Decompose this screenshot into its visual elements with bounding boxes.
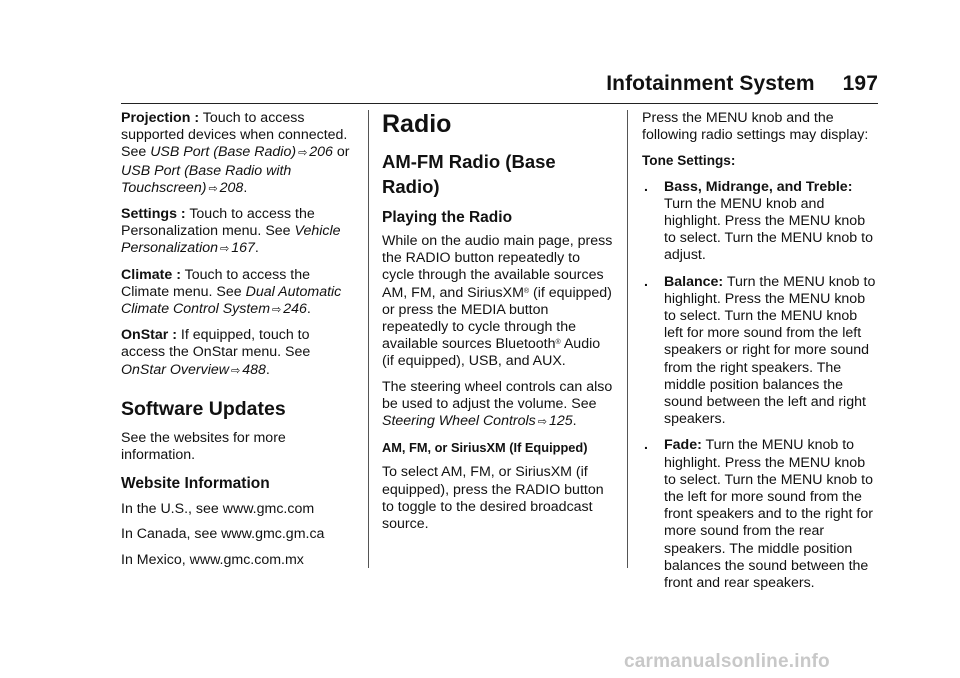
bullet-label: Balance: xyxy=(664,273,724,290)
list-item: . Fade: Turn the MENU knob to highlight. Press the MENU knob to select. Turn the MENU knob to the left for more sound from the front speakers and to the right for more sound from the rear speakers. The middle position balances the sound between the front and rear speakers. xyxy=(644,437,873,592)
list-item: . Bass, Midrange, and Treble: Turn the MENU knob and highlight. Press the MENU knob to select. Turn the MENU knob to adjust. xyxy=(644,178,873,264)
header-rule xyxy=(121,103,878,104)
settings-label: Settings : xyxy=(121,206,186,223)
playing-radio-paragraph: While on the audio main page, press the RADIO button repeatedly to cycle through the available sources AM, FM, and SiriusXM® (if equipped) or press the MEDIA button repeatedly to cycle through the available sources Bluetooth® Audio (if equipped), USB, and AUX. xyxy=(382,233,613,370)
page-ref-arrow-icon: ⇨ xyxy=(298,147,308,160)
software-updates-heading: Software Updates xyxy=(121,397,286,420)
page-ref-arrow-icon: ⇨ xyxy=(272,304,282,317)
page-ref[interactable]: 206 xyxy=(309,144,333,161)
bullet-label: Fade: xyxy=(664,437,702,454)
column-divider-right xyxy=(627,110,628,568)
bullet-icon: . xyxy=(644,178,648,195)
section-title: Infotainment System xyxy=(606,72,815,95)
bullet-icon: . xyxy=(644,437,648,454)
column-divider-left xyxy=(368,110,369,568)
software-updates-text: See the websites for more information. xyxy=(121,429,286,464)
link-usb-port-touchscreen[interactable]: USB Port (Base Radio with Touchscreen) xyxy=(121,162,292,196)
onstar-label: OnStar : xyxy=(121,327,177,344)
page-ref[interactable]: 488 xyxy=(242,361,266,378)
column-1 xyxy=(121,110,357,577)
website-mexico: In Mexico, www.gmc.com.mx xyxy=(121,551,304,568)
tone-settings-heading: Tone Settings: xyxy=(642,153,736,169)
bullet-label: Bass, Midrange, and Treble: xyxy=(664,178,853,195)
projection-paragraph: Projection : Touch to access supported devices when connected. See USB Port (Base Radio) ⇨ 206 or USB Port (Base Radio with Touchscreen) ⇨ 208. xyxy=(121,110,350,196)
column-3 xyxy=(642,110,878,601)
page-ref-arrow-icon: ⇨ xyxy=(220,243,230,256)
bullet-icon: . xyxy=(644,273,648,290)
list-item: . Balance: Turn the MENU knob to highlight. Press the MENU knob to select. Turn the MENU knob left for more sound from the left speakers or right for more sound from the right speakers. The middle position balances the sound between the left and right speakers. xyxy=(644,273,876,428)
radio-heading: Radio xyxy=(382,110,452,138)
am-fm-siriusxm-subheading: AM, FM, or SiriusXM (If Equipped) xyxy=(382,440,588,456)
website-info-heading: Website Information xyxy=(121,475,270,493)
page-ref[interactable]: 125 xyxy=(549,413,573,430)
climate-paragraph: Climate : Touch to access the Climate menu. See Dual Automatic Climate Control System ⇨ 246. xyxy=(121,266,342,318)
link-climate-control[interactable]: Dual Automatic Climate Control System xyxy=(121,283,342,318)
settings-paragraph: Settings : Touch to access the Personalization menu. See Vehicle Personalization ⇨ 167. xyxy=(121,206,341,257)
link-usb-port-base[interactable]: USB Port (Base Radio) xyxy=(150,144,297,161)
page-ref[interactable]: 246 xyxy=(283,301,307,318)
onstar-paragraph: OnStar : If equipped, touch to access the OnStar menu. See OnStar Overview ⇨ 488. xyxy=(121,327,311,378)
climate-label: Climate : xyxy=(121,266,181,283)
link-steering-wheel-controls[interactable]: Steering Wheel Controls xyxy=(382,413,536,430)
page-ref[interactable]: 167 xyxy=(231,240,255,257)
page-header xyxy=(0,72,878,96)
registered-mark: ® xyxy=(555,339,561,347)
page-ref-arrow-icon: ⇨ xyxy=(208,182,218,195)
page-ref-arrow-icon: ⇨ xyxy=(537,416,547,429)
link-onstar-overview[interactable]: OnStar Overview xyxy=(121,361,230,378)
playing-radio-heading: Playing the Radio xyxy=(382,209,513,226)
steering-wheel-paragraph: The steering wheel controls can also be used to adjust the volume. See Steering Wheel Controls ⇨ 125. xyxy=(382,378,613,430)
website-us: In the U.S., see www.gmc.com xyxy=(121,501,315,518)
menu-intro: Press the MENU knob and the following radio settings may display: xyxy=(642,110,869,144)
page-ref-arrow-icon: ⇨ xyxy=(231,364,241,377)
page-number: 197 xyxy=(842,72,878,95)
column-2 xyxy=(382,110,614,541)
registered-mark: ® xyxy=(523,287,530,295)
select-source-paragraph: To select AM, FM, or SiriusXM (if equipped), press the RADIO button to toggle to the desired broadcast source. xyxy=(382,464,604,533)
projection-label: Projection : xyxy=(121,110,200,126)
amfm-radio-heading: AM-FM Radio (Base Radio) xyxy=(382,151,556,197)
website-canada: In Canada, see www.gmc.gm.ca xyxy=(121,526,325,543)
watermark: carmanualsonline.info xyxy=(624,651,830,672)
page-ref[interactable]: 208 xyxy=(219,179,244,196)
link-vehicle-personalization[interactable]: Vehicle Personalization xyxy=(121,223,341,257)
